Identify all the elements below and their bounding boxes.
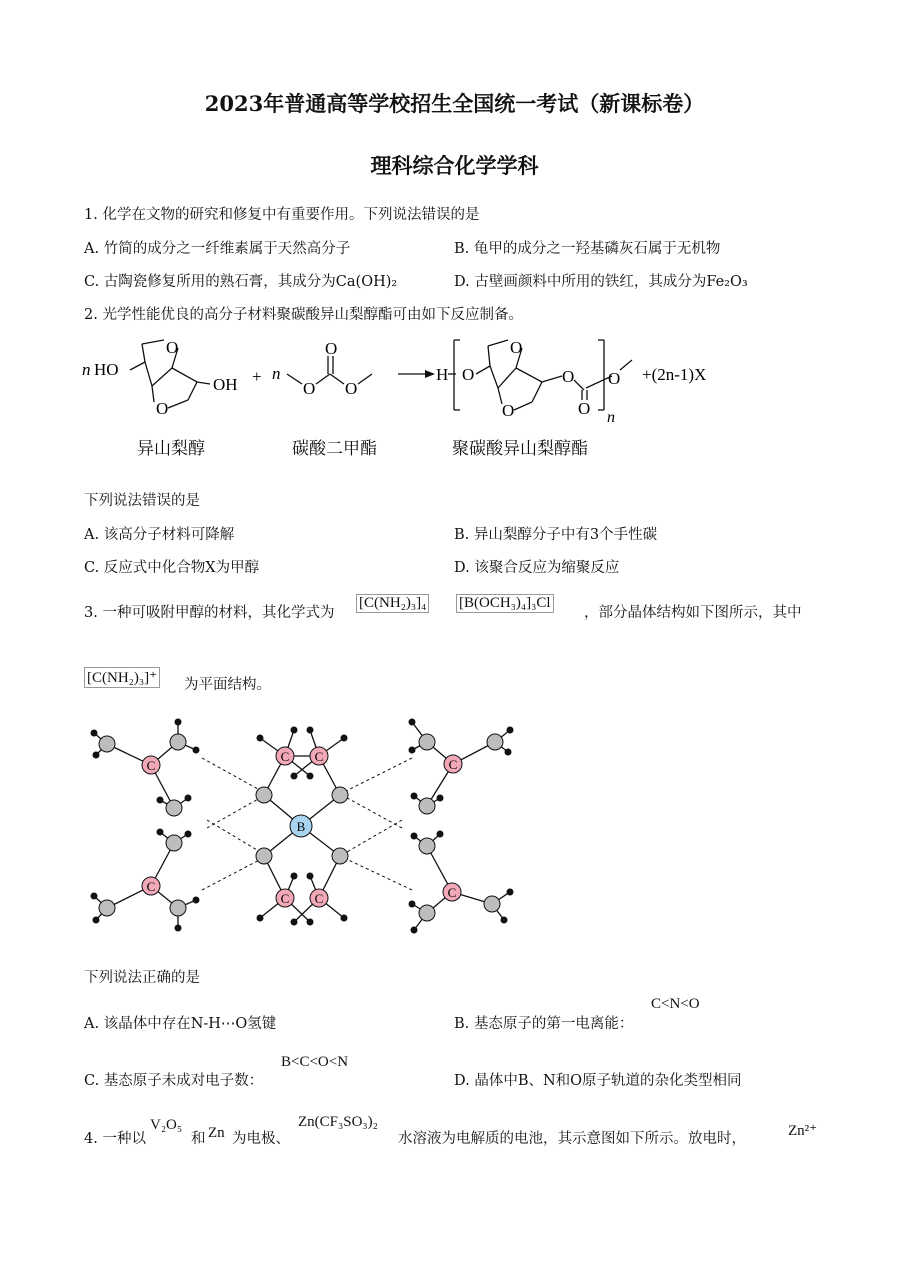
product-oxygen: O bbox=[462, 365, 475, 384]
carbon-atom-label: C bbox=[146, 758, 156, 773]
product-h-end: H bbox=[436, 365, 449, 384]
q2-reaction-scheme bbox=[80, 330, 720, 425]
page-title: 2023年普通高等学校招生全国统一考试（新课标卷） bbox=[204, 91, 705, 116]
q4-stem-1: 4. 一种以 bbox=[84, 1131, 146, 1147]
ester-oxygen: O bbox=[303, 379, 316, 398]
carbon-atom-label: C bbox=[314, 749, 324, 764]
q3-option-b-formula: C<N<O bbox=[651, 996, 700, 1012]
q3-formula-anion: [B(OCH₃)₄]₃Cl bbox=[456, 594, 554, 613]
q1-option-a: A. 竹简的成分之一纤维素属于天然高分子 bbox=[84, 241, 351, 257]
label-dimethyl-carbonate: 碳酸二甲酯 bbox=[292, 439, 377, 459]
q2-option-b: B. 异山梨醇分子中有3个手性碳 bbox=[454, 527, 658, 543]
q4-formula-v2o5: V₂O₅ bbox=[150, 1117, 183, 1133]
q4-stem-3: 为电极、 bbox=[232, 1131, 290, 1147]
label-isosorbide: 异山梨醇 bbox=[137, 439, 205, 459]
q4-formula-zn-ion: Zn²⁺ bbox=[788, 1123, 818, 1139]
q3-stem-end: ，部分晶体结构如下图所示，其中 bbox=[584, 605, 802, 621]
q4-formula-electrolyte: Zn(CF₃SO₃)₂ bbox=[298, 1114, 378, 1130]
product-end-oxygen: O bbox=[608, 369, 621, 388]
q4-stem-2: 和 bbox=[191, 1131, 206, 1147]
carbon-atom-label: C bbox=[314, 891, 324, 906]
carbon-atom-label: C bbox=[447, 885, 457, 900]
ester-oxygen: O bbox=[345, 379, 358, 398]
q2-option-a: A. 该高分子材料可降解 bbox=[84, 527, 235, 543]
q3-option-c-formula: B<C<O<N bbox=[281, 1054, 349, 1070]
q3-option-c-text: C. 基态原子未成对电子数： bbox=[84, 1073, 264, 1089]
q1-option-b: B. 龟甲的成分之一羟基磷灰石属于无机物 bbox=[454, 241, 721, 257]
page-subtitle: 理科综合化学学科 bbox=[370, 153, 539, 178]
q3-stem-line2: 为平面结构。 bbox=[184, 677, 271, 693]
product-ring-oxygen: O bbox=[502, 401, 515, 420]
carbon-atom-label: C bbox=[280, 749, 290, 764]
reactant1-ho-group: HO bbox=[94, 360, 119, 379]
q3-sub-stem: 下列说法正确的是 bbox=[84, 970, 200, 986]
label-polycarbonate: 聚碳酸异山梨醇酯 bbox=[452, 439, 588, 459]
q2-stem: 2. 光学性能优良的高分子材料聚碳酸异山梨醇酯可由如下反应制备。 bbox=[84, 307, 523, 323]
q4-formula-zn: Zn bbox=[208, 1125, 225, 1141]
reactant1-coefficient: n bbox=[82, 360, 91, 379]
byproduct: +(2n-1)X bbox=[642, 365, 707, 384]
carbon-atom-label: C bbox=[280, 891, 290, 906]
q3-option-d: D. 晶体中B、N和O原子轨道的杂化类型相同 bbox=[454, 1073, 742, 1089]
carbonyl-oxygen: O bbox=[325, 339, 338, 358]
q1-option-c: C. 古陶瓷修复所用的熟石膏，其成分为Ca(OH)₂ bbox=[84, 274, 398, 290]
reactant1-ring-oxygen: O bbox=[156, 399, 169, 418]
product-oxygen: O bbox=[562, 367, 575, 386]
q3-stem-start: 3. 一种可吸附甲醇的材料，其化学式为 bbox=[84, 605, 335, 621]
carbon-atom-label: C bbox=[146, 879, 156, 894]
repeat-unit-n: n bbox=[607, 409, 615, 425]
plus-sign: + bbox=[252, 367, 262, 386]
q1-stem: 1. 化学在文物的研究和修复中有重要作用。下列说法错误的是 bbox=[84, 207, 480, 223]
reaction-arrow-icon bbox=[425, 370, 435, 378]
q2-option-c: C. 反应式中化合物X为甲醇 bbox=[84, 560, 260, 576]
q3-option-a: A. 该晶体中存在N-H⋯O氢键 bbox=[84, 1016, 277, 1032]
q3-crystal-structure bbox=[82, 708, 522, 938]
q3-planar-formula: [C(NH₂)₃]⁺ bbox=[84, 667, 160, 688]
q4-stem-4: 水溶液为电解质的电池，其示意图如下所示。放电时， bbox=[398, 1131, 746, 1147]
q3-option-b-text: B. 基态原子的第一电离能： bbox=[454, 1016, 634, 1032]
q1-option-d: D. 古壁画颜料中所用的铁红，其成分为Fe₂O₃ bbox=[454, 274, 748, 290]
product-carbonyl-oxygen: O bbox=[578, 399, 591, 418]
product-ring-oxygen: O bbox=[510, 338, 523, 357]
reactant2-coefficient: n bbox=[272, 364, 281, 383]
reactant1-ring-oxygen: O bbox=[166, 338, 179, 357]
reactant1-oh-group: OH bbox=[213, 375, 238, 394]
q3-formula-cation: [C(NH₂)₃]₄ bbox=[356, 594, 429, 613]
q2-sub-stem: 下列说法错误的是 bbox=[84, 493, 200, 509]
carbon-atom-label: C bbox=[448, 757, 458, 772]
boron-atom-label: B bbox=[296, 819, 306, 834]
q2-option-d: D. 该聚合反应为缩聚反应 bbox=[454, 560, 620, 576]
